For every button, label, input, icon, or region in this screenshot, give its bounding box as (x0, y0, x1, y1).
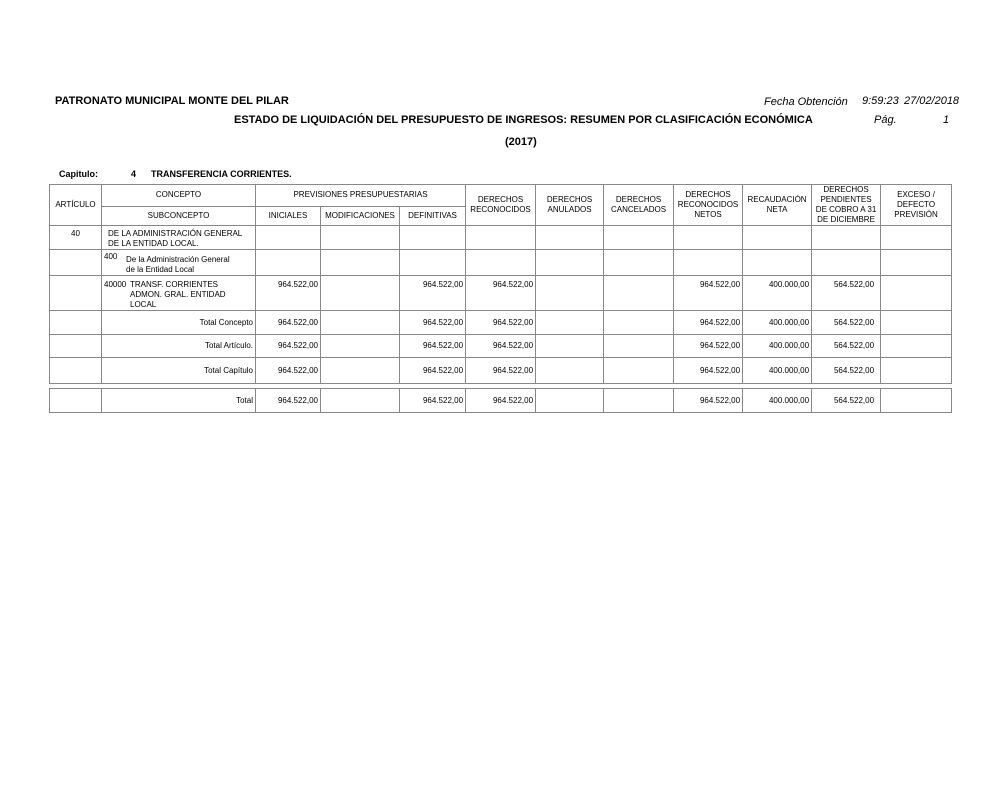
total-articulo-pendientes: 564.522,00 (812, 335, 881, 358)
total-capitulo-reconocidos: 964.522,00 (466, 358, 536, 384)
header-pendientes (812, 185, 881, 226)
sub-reconocidos: 964.522,00 (466, 276, 536, 311)
capitulo-name: TRANSFERENCIA CORRIENTES. (151, 169, 292, 179)
header-derechos-reconocidos: DERECHOS RECONOCIDOS (466, 185, 536, 226)
grand-total-iniciales: 964.522,00 (256, 389, 321, 413)
concepto-row (50, 250, 952, 276)
total-capitulo-iniciales: 964.522,00 (256, 358, 321, 384)
header-derechos-netos: DERECHOS RECONOCIDOS NETOS (674, 185, 743, 226)
capitulo-number: 4 (131, 169, 137, 179)
page-number: 1 (943, 114, 950, 126)
total-articulo-reconocidos: 964.522,00 (466, 335, 536, 358)
total-concepto-reconocidos: 964.522,00 (466, 311, 536, 335)
subconcepto-cell (102, 276, 256, 311)
total-capitulo-netos: 964.522,00 (674, 358, 743, 384)
report-date: 27/02/2018 (904, 95, 960, 107)
grand-total-reconocidos: 964.522,00 (466, 389, 536, 413)
subconcepto-row (50, 276, 952, 311)
sub-pendientes: 564.522,00 (812, 276, 881, 311)
liquidation-table (49, 184, 952, 413)
grand-total-label: Total (102, 389, 256, 413)
sub-definitivas: 964.522,00 (400, 276, 466, 311)
grand-total-recaudacion: 400.000,00 (743, 389, 812, 413)
concepto-code: 400 (104, 252, 118, 261)
header-derechos-cancelados: DERECHOS CANCELADOS (604, 185, 674, 226)
header-exceso: EXCESO / DEFECTO PREVISIÓN (881, 185, 952, 226)
page-label: Pág. (874, 114, 897, 126)
concepto-name: De la Administración General de la Entidad Local (126, 255, 230, 274)
header-definitivas: DEFINITIVAS (400, 206, 466, 225)
total-concepto-label: Total Concepto (102, 311, 256, 335)
total-concepto-definitivas: 964.522,00 (400, 311, 466, 335)
header-pendientes-line2: DE COBRO A 31 DE DICIEMBRE (815, 205, 877, 224)
total-articulo-iniciales: 964.522,00 (256, 335, 321, 358)
grand-total-definitivas: 964.522,00 (400, 389, 466, 413)
total-capitulo-label: Total Capítulo (102, 358, 256, 384)
total-concepto-recaudacion: 400.000,00 (743, 311, 812, 335)
header-previsiones: PREVISIONES PRESUPUESTARIAS (256, 185, 466, 207)
total-capitulo-definitivas: 964.522,00 (400, 358, 466, 384)
articulo-name: DE LA ADMINISTRACIÓN GENERAL DE LA ENTIDAD LOCAL. (102, 226, 256, 250)
report-time: 9:59:23 (862, 95, 899, 107)
total-capitulo-pendientes: 564.522,00 (812, 358, 881, 384)
articulo-row (50, 226, 952, 250)
header-derechos-anulados: DERECHOS ANULADOS (536, 185, 604, 226)
sub-recaudacion: 400.000,00 (743, 276, 812, 311)
report-title: ESTADO DE LIQUIDACIÓN DEL PRESUPUESTO DE INGRESOS: RESUMEN POR CLASIFICACIÓN ECONÓMICA (234, 114, 813, 126)
grand-total-netos: 964.522,00 (674, 389, 743, 413)
sub-exceso (881, 276, 952, 311)
concepto-cell (102, 250, 256, 276)
subconcepto-code: 40000 (104, 280, 127, 289)
total-capitulo-recaudacion: 400.000,00 (743, 358, 812, 384)
total-articulo-netos: 964.522,00 (674, 335, 743, 358)
total-concepto-row (50, 311, 952, 335)
fecha-label: Fecha Obtención (764, 96, 848, 108)
header-pendientes-line1: DERECHOS PENDIENTES (820, 185, 872, 204)
sub-anulados (536, 276, 604, 311)
sub-iniciales: 964.522,00 (256, 276, 321, 311)
header-recaudacion: RECAUDACIÓN NETA (743, 185, 812, 226)
grand-total-row (50, 389, 952, 413)
sub-cancelados (604, 276, 674, 311)
header-concepto: CONCEPTO (102, 185, 256, 207)
total-capitulo-row (50, 358, 952, 384)
total-articulo-label: Total Artículo. (102, 335, 256, 358)
header-subconcepto: SUBCONCEPTO (102, 206, 256, 225)
sub-modificaciones (321, 276, 400, 311)
total-concepto-netos: 964.522,00 (674, 311, 743, 335)
total-articulo-row (50, 335, 952, 358)
total-concepto-iniciales: 964.522,00 (256, 311, 321, 335)
header-articulo: ARTÍCULO (50, 185, 102, 226)
grand-total-pendientes: 564.522,00 (812, 389, 881, 413)
organization-name: PATRONATO MUNICIPAL MONTE DEL PILAR (55, 95, 289, 107)
total-concepto-pendientes: 564.522,00 (812, 311, 881, 335)
sub-netos: 964.522,00 (674, 276, 743, 311)
total-articulo-recaudacion: 400.000,00 (743, 335, 812, 358)
report-year: (2017) (505, 136, 537, 148)
capitulo-label: Capitulo: (59, 169, 98, 179)
header-iniciales: INICIALES (256, 206, 321, 225)
subconcepto-name: TRANSF. CORRIENTES ADMON. GRAL. ENTIDAD LOCAL (130, 280, 226, 309)
articulo-code: 40 (50, 226, 102, 250)
total-articulo-definitivas: 964.522,00 (400, 335, 466, 358)
header-modificaciones: MODIFICACIONES (321, 206, 400, 225)
